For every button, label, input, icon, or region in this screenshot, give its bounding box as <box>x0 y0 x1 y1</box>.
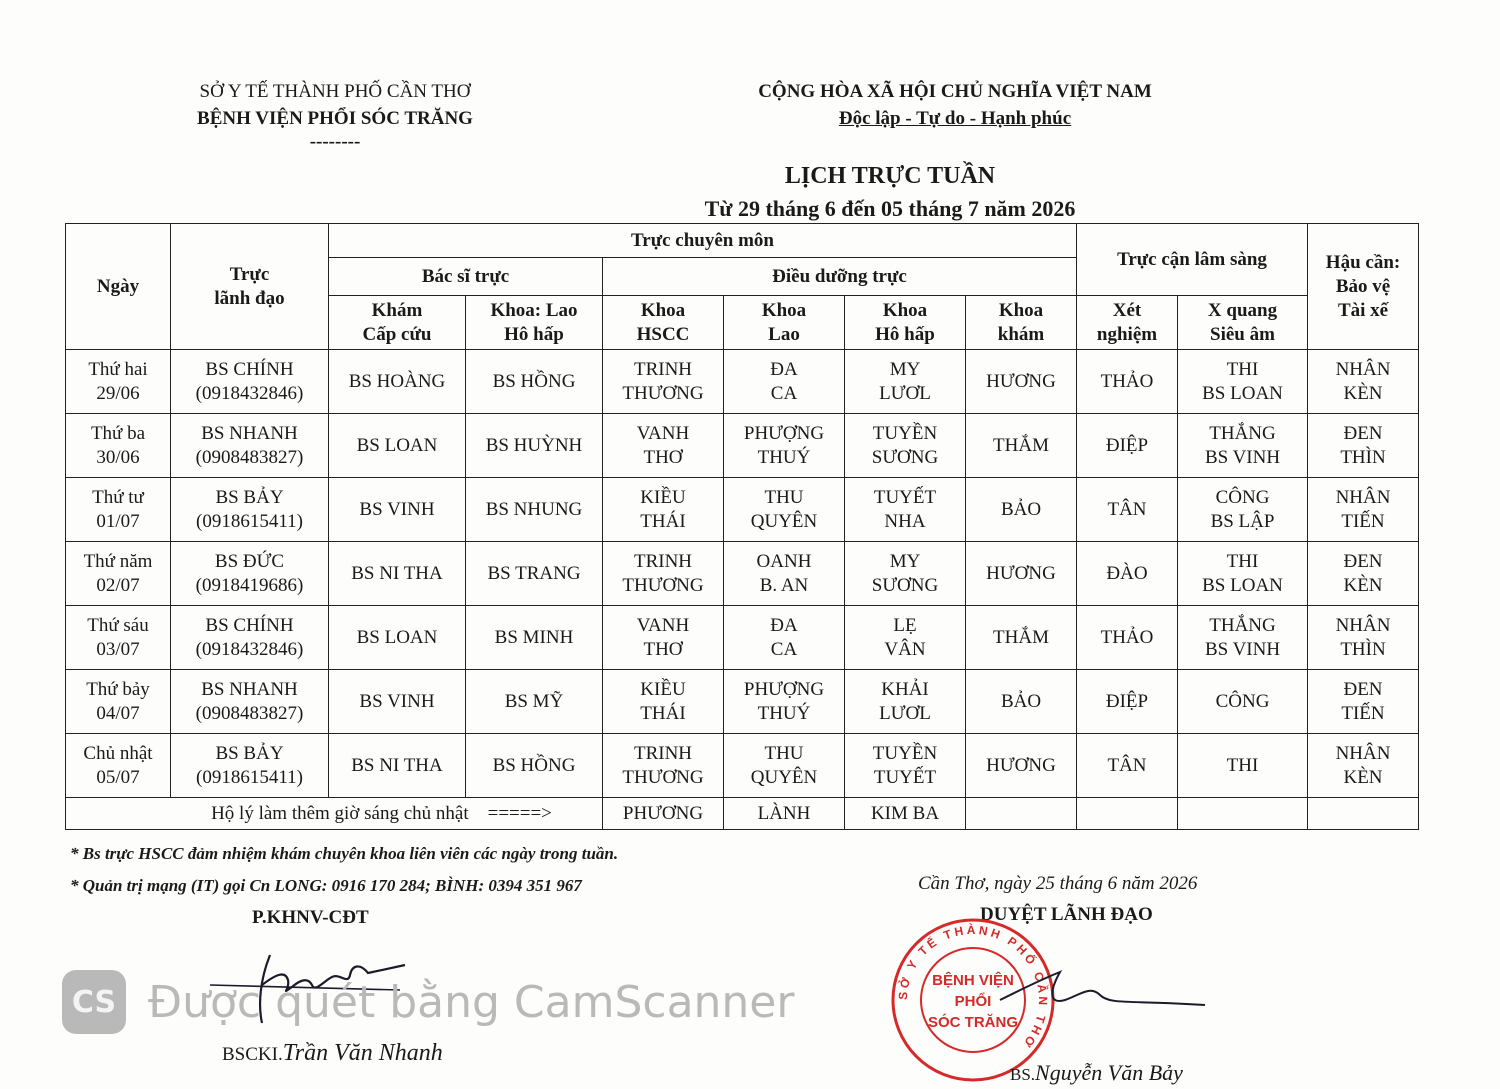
hscc-name-2: THƠ <box>643 638 683 660</box>
nation-line-1: CỘNG HÒA XÃ HỘI CHỦ NGHĨA VIỆT NAM <box>758 81 1152 102</box>
ho-hap-name-1: MY <box>889 550 921 572</box>
ho-hap-cell <box>845 414 966 478</box>
ho-hap-name-2: TUYẾT <box>873 766 937 788</box>
header-xet-nghiem-line2: nghiệm <box>1096 323 1158 345</box>
x-quang-name-1: CÔNG <box>1215 690 1270 712</box>
header-khoa-lao-ho-hap <box>466 296 603 350</box>
table-row <box>66 670 1419 734</box>
day-cell <box>66 478 171 542</box>
khoa-lao-ho-hap-cell: BS HỒNG <box>466 350 603 414</box>
lead-phone: (0918432846) <box>195 638 304 660</box>
hau-can-name-2: KÈN <box>1343 766 1383 788</box>
header-khoa-lao-ho-hap-line2: Hô hấp <box>504 323 564 345</box>
table-row <box>66 350 1419 414</box>
lao-name-1: PHƯỢNG <box>743 678 825 700</box>
hau-can-cell <box>1308 670 1419 734</box>
lead-phone: (0918419686) <box>195 574 304 596</box>
x-quang-cell <box>1178 734 1308 798</box>
day-cell <box>66 670 171 734</box>
lao-name-1: ĐA <box>770 614 798 636</box>
header-x-quang-line1: X quang <box>1207 299 1278 321</box>
lao-cell <box>724 670 845 734</box>
day-name: Thứ bảy <box>86 678 150 700</box>
x-quang-name-1: CÔNG <box>1215 486 1270 508</box>
header-xet-nghiem-line1: Xét <box>1112 299 1142 321</box>
khoa-lao-ho-hap-cell: BS MỸ <box>466 670 603 734</box>
duty-schedule-table <box>65 223 1419 830</box>
lao-name-1: ĐA <box>770 358 798 380</box>
header-kham-cap-cuu-line1: Khám <box>371 299 423 321</box>
day-date: 02/07 <box>96 574 140 596</box>
ho-hap-name-2: NHA <box>884 510 926 532</box>
header-khoa-kham <box>966 296 1077 350</box>
header-ngay: Ngày <box>66 224 171 350</box>
khoa-kham-cell: THẮM <box>966 606 1077 670</box>
hscc-name-1: KIỀU <box>640 486 686 508</box>
kham-cap-cuu-cell: BS LOAN <box>329 414 466 478</box>
hscc-name-1: VANH <box>636 614 690 636</box>
note-it-contact: * Quản trị mạng (IT) gọi Cn LONG: 0916 170 284; BÌNH: 0394 351 967 <box>70 876 582 895</box>
extra-duty-row <box>66 798 1419 830</box>
ho-hap-name-2: SƯƠNG <box>871 574 939 596</box>
header-truc-chuyen-mon: Trực chuyên môn <box>329 224 1077 258</box>
lao-name-2: THUÝ <box>757 446 811 468</box>
ho-hap-cell <box>845 606 966 670</box>
header-khoa-lao-line1: Khoa <box>761 299 807 321</box>
camscanner-watermark <box>62 970 794 1034</box>
header-kham-cap-cuu <box>329 296 466 350</box>
lao-cell <box>724 478 845 542</box>
ho-hap-cell <box>845 542 966 606</box>
day-cell <box>66 606 171 670</box>
header-bac-si-truc: Bác sĩ trực <box>329 258 603 296</box>
xet-nghiem-cell: TÂN <box>1077 734 1178 798</box>
lead-name: BS CHÍNH <box>205 614 294 636</box>
header-khoa-hscc-line1: Khoa <box>640 299 686 321</box>
hscc-cell <box>603 542 724 606</box>
lao-name-1: OANH <box>756 550 812 572</box>
note-hscc: * Bs trực HSCC đảm nhiệm khám chuyên khoa liên viên các ngày trong tuần. <box>70 844 619 863</box>
ho-hap-name-2: VÂN <box>884 638 926 660</box>
hscc-name-1: TRINH <box>633 550 693 572</box>
left-signer <box>222 1040 443 1067</box>
hscc-name-1: KIỀU <box>640 678 686 700</box>
xet-nghiem-cell: THẢO <box>1077 606 1178 670</box>
lao-name-1: THU <box>764 486 804 508</box>
x-quang-name-1: THI <box>1226 358 1259 380</box>
khoa-lao-ho-hap-cell: BS TRANG <box>466 542 603 606</box>
header-khoa-ho-hap-line1: Khoa <box>882 299 928 321</box>
stamp-line-2: PHỔI <box>954 993 992 1010</box>
kham-cap-cuu-cell: BS NI THA <box>329 542 466 606</box>
lao-name-2: CA <box>770 382 798 404</box>
day-name: Thứ tư <box>92 486 144 508</box>
hau-can-cell <box>1308 414 1419 478</box>
xet-nghiem-cell: TÂN <box>1077 478 1178 542</box>
day-name: Thứ sáu <box>87 614 149 636</box>
khoa-kham-cell: HƯƠNG <box>966 350 1077 414</box>
hau-can-cell <box>1308 606 1419 670</box>
x-quang-name-2: BS LẬP <box>1210 510 1275 532</box>
lao-name-2: CA <box>770 638 798 660</box>
lead-phone: (0918615411) <box>196 766 303 788</box>
ho-hap-name-1: KHẢI <box>881 678 929 700</box>
header-x-quang-line2: Siêu âm <box>1210 323 1275 345</box>
kham-cap-cuu-cell: BS HOÀNG <box>329 350 466 414</box>
extra-duty-label: Hộ lý làm thêm giờ sáng chủ nhật <box>211 802 469 824</box>
header-dieu-duong-truc: Điều dưỡng trực <box>603 258 1077 296</box>
extra-empty-cell <box>1178 798 1308 830</box>
day-cell <box>66 542 171 606</box>
khoa-lao-ho-hap-cell: BS HỒNG <box>466 734 603 798</box>
day-name: Chủ nhật <box>83 742 153 764</box>
x-quang-name-1: THI <box>1226 550 1259 572</box>
header-khoa-kham-line1: Khoa <box>998 299 1044 321</box>
lead-phone: (0908483827) <box>195 702 304 724</box>
lead-cell <box>171 414 329 478</box>
stamp-line-1: BỆNH VIỆN <box>932 972 1014 989</box>
organization-header <box>150 78 520 152</box>
hscc-cell <box>603 478 724 542</box>
x-quang-cell <box>1178 606 1308 670</box>
day-cell <box>66 350 171 414</box>
lead-name: BS NHANH <box>201 678 298 700</box>
extra-ho-hap-cell: KIM BA <box>845 798 966 830</box>
hscc-cell <box>603 734 724 798</box>
ho-hap-cell <box>845 734 966 798</box>
stamp-line-3: SÓC TRĂNG <box>928 1014 1018 1031</box>
hscc-cell <box>603 606 724 670</box>
lead-name: BS NHANH <box>201 422 298 444</box>
header-truc-lanh-dao <box>171 224 329 350</box>
day-date: 29/06 <box>96 382 140 404</box>
hscc-name-2: THƠ <box>643 446 683 468</box>
table-row <box>66 734 1419 798</box>
khoa-kham-cell: HƯƠNG <box>966 734 1077 798</box>
header-xet-nghiem <box>1077 296 1178 350</box>
hscc-name-2: THƯƠNG <box>622 766 704 788</box>
hau-can-name-1: ĐEN <box>1343 678 1383 700</box>
table-row <box>66 478 1419 542</box>
hau-can-cell <box>1308 542 1419 606</box>
header-truc-lanh-dao-line2: lãnh đạo <box>214 287 285 309</box>
xet-nghiem-cell: THẢO <box>1077 350 1178 414</box>
ho-hap-cell <box>845 478 966 542</box>
lao-name-2: QUYÊN <box>750 766 818 788</box>
xet-nghiem-cell: ĐIỆP <box>1077 414 1178 478</box>
day-date: 01/07 <box>96 510 140 532</box>
ho-hap-cell <box>845 350 966 414</box>
table-row <box>66 606 1419 670</box>
camscanner-logo-icon: CS <box>62 970 126 1034</box>
left-department: P.KHNV-CĐT <box>252 907 369 928</box>
lao-name-2: B. AN <box>759 574 809 596</box>
x-quang-cell <box>1178 670 1308 734</box>
lead-phone: (0918615411) <box>196 510 303 532</box>
lao-cell <box>724 734 845 798</box>
hau-can-name-2: KÈN <box>1343 382 1383 404</box>
header-khoa-lao-line2: Lao <box>768 323 800 345</box>
approval-title: DUYỆT LÃNH ĐẠO <box>980 904 1153 925</box>
khoa-kham-cell: BẢO <box>966 478 1077 542</box>
day-name: Thứ ba <box>90 422 146 444</box>
hau-can-name-2: THÌN <box>1340 638 1386 660</box>
org-line-2: BỆNH VIỆN PHỔI SÓC TRĂNG <box>197 108 473 129</box>
hau-can-name-2: KÈN <box>1343 574 1383 596</box>
extra-empty-cell <box>1077 798 1178 830</box>
hscc-name-1: VANH <box>636 422 690 444</box>
hau-can-cell <box>1308 734 1419 798</box>
kham-cap-cuu-cell: BS VINH <box>329 478 466 542</box>
hau-can-name-1: NHÂN <box>1335 742 1391 764</box>
x-quang-name-2: BS VINH <box>1204 446 1281 468</box>
left-signer-prefix: BSCKI. <box>222 1044 283 1065</box>
x-quang-name-2: BS VINH <box>1204 638 1281 660</box>
header-hau-can-line2: Bảo vệ <box>1335 275 1391 297</box>
nation-header <box>700 78 1210 132</box>
hau-can-name-1: ĐEN <box>1343 422 1383 444</box>
header-truc-can-lam-sang: Trực cận lâm sàng <box>1077 224 1308 296</box>
hau-can-name-1: NHÂN <box>1335 358 1391 380</box>
camscanner-text: Được quét bằng CamScanner <box>148 976 795 1028</box>
org-line-1: SỞ Y TẾ THÀNH PHỐ CẦN THƠ <box>199 81 471 102</box>
extra-hscc-cell: PHƯƠNG <box>603 798 724 830</box>
day-cell <box>66 414 171 478</box>
hscc-name-1: TRINH <box>633 358 693 380</box>
header-khoa-ho-hap <box>845 296 966 350</box>
lao-name-1: PHƯỢNG <box>743 422 825 444</box>
extra-duty-label-cell <box>66 798 603 830</box>
xet-nghiem-cell: ĐÀO <box>1077 542 1178 606</box>
header-khoa-ho-hap-line2: Hô hấp <box>875 323 935 345</box>
table-row <box>66 542 1419 606</box>
ho-hap-name-2: SƯƠNG <box>871 446 939 468</box>
lead-phone: (0918432846) <box>195 382 304 404</box>
hscc-name-1: TRINH <box>633 742 693 764</box>
right-signer-name: Nguyễn Văn Bảy <box>1035 1060 1183 1085</box>
day-date: 04/07 <box>96 702 140 724</box>
header-khoa-kham-line2: khám <box>997 323 1045 345</box>
khoa-kham-cell: BẢO <box>966 670 1077 734</box>
ho-hap-name-1: TUYỀN <box>872 422 938 444</box>
kham-cap-cuu-cell: BS LOAN <box>329 606 466 670</box>
hscc-name-2: THƯƠNG <box>622 574 704 596</box>
hscc-cell <box>603 670 724 734</box>
hscc-cell <box>603 414 724 478</box>
extra-empty-cell <box>966 798 1077 830</box>
lao-cell <box>724 542 845 606</box>
hau-can-name-1: ĐEN <box>1343 550 1383 572</box>
hscc-name-2: THƯƠNG <box>622 382 704 404</box>
lead-name: BS CHÍNH <box>205 358 294 380</box>
extra-duty-arrow: =====> <box>487 802 552 824</box>
kham-cap-cuu-cell: BS NI THA <box>329 734 466 798</box>
header-hau-can <box>1308 224 1419 350</box>
khoa-lao-ho-hap-cell: BS HUỲNH <box>466 414 603 478</box>
header-truc-lanh-dao-line1: Trực <box>229 263 270 285</box>
hau-can-name-1: NHÂN <box>1335 486 1391 508</box>
lead-cell <box>171 606 329 670</box>
ho-hap-name-1: TUYẾT <box>873 486 937 508</box>
khoa-lao-ho-hap-cell: BS MINH <box>466 606 603 670</box>
table-row <box>66 414 1419 478</box>
hscc-cell <box>603 350 724 414</box>
hau-can-name-2: TIẾN <box>1341 702 1385 724</box>
hau-can-name-2: THÌN <box>1340 446 1386 468</box>
lead-cell <box>171 734 329 798</box>
ho-hap-name-1: MY <box>889 358 921 380</box>
lao-name-1: THU <box>764 742 804 764</box>
lead-cell <box>171 350 329 414</box>
x-quang-name-2: BS LOAN <box>1202 574 1283 596</box>
lao-cell <box>724 414 845 478</box>
kham-cap-cuu-cell: BS VINH <box>329 670 466 734</box>
hscc-name-2: THÁI <box>640 510 686 532</box>
day-date: 30/06 <box>96 446 140 468</box>
header-hau-can-line1: Hậu cần: <box>1325 251 1401 273</box>
lead-cell <box>171 478 329 542</box>
ho-hap-name-1: LẸ <box>893 614 917 636</box>
lead-name: BS ĐỨC <box>214 550 285 572</box>
right-signer <box>1010 1060 1183 1086</box>
header-hau-can-line3: Tài xế <box>1337 299 1389 321</box>
lao-cell <box>724 606 845 670</box>
day-name: Thứ năm <box>83 550 153 572</box>
right-signer-prefix: BS. <box>1010 1065 1036 1084</box>
x-quang-name-1: THẮNG <box>1209 614 1276 636</box>
hau-can-name-2: TIẾN <box>1341 510 1385 532</box>
ho-hap-name-1: TUYỀN <box>872 742 938 764</box>
lead-cell <box>171 542 329 606</box>
day-cell <box>66 734 171 798</box>
lead-name: BS BẢY <box>215 742 284 764</box>
header-x-quang-sieu-am <box>1178 296 1308 350</box>
document-title: LỊCH TRỰC TUẦN <box>784 163 996 189</box>
day-date: 03/07 <box>96 638 140 660</box>
right-signature-icon <box>990 960 1210 1030</box>
hau-can-cell <box>1308 478 1419 542</box>
day-name: Thứ hai <box>88 358 148 380</box>
lao-name-2: THUÝ <box>757 702 811 724</box>
khoa-lao-ho-hap-cell: BS NHUNG <box>466 478 603 542</box>
x-quang-cell <box>1178 478 1308 542</box>
lead-name: BS BẢY <box>215 486 284 508</box>
lead-cell <box>171 670 329 734</box>
x-quang-name-1: THẮNG <box>1209 422 1276 444</box>
place-date: Cần Thơ, ngày 25 tháng 6 năm 2026 <box>918 873 1198 894</box>
hau-can-name-1: NHÂN <box>1335 614 1391 636</box>
header-khoa-lao-ho-hap-line1: Khoa: Lao <box>490 299 578 321</box>
x-quang-cell <box>1178 542 1308 606</box>
x-quang-cell <box>1178 414 1308 478</box>
header-khoa-lao <box>724 296 845 350</box>
ho-hap-name-2: LƯƠL <box>879 382 931 404</box>
left-signer-name: Trần Văn Nhanh <box>282 1040 443 1066</box>
stamp-ring-text: SỞ Y TẾ THÀNH PHỐ CẦN THƠ <box>895 922 1051 1052</box>
xet-nghiem-cell: ĐIỆP <box>1077 670 1178 734</box>
x-quang-cell <box>1178 350 1308 414</box>
lao-cell <box>724 350 845 414</box>
day-date: 05/07 <box>96 766 140 788</box>
khoa-kham-cell: THẮM <box>966 414 1077 478</box>
hau-can-cell <box>1308 350 1419 414</box>
x-quang-name-2: BS LOAN <box>1202 382 1283 404</box>
header-kham-cap-cuu-line2: Cấp cứu <box>362 323 432 345</box>
khoa-kham-cell: HƯƠNG <box>966 542 1077 606</box>
extra-empty-cell <box>1308 798 1419 830</box>
org-dashes: -------- <box>309 131 361 152</box>
nation-motto: Độc lập - Tự do - Hạnh phúc <box>838 108 1072 129</box>
extra-lao-cell: LÀNH <box>724 798 845 830</box>
ho-hap-cell <box>845 670 966 734</box>
header-khoa-hscc <box>603 296 724 350</box>
ho-hap-name-2: LƯƠL <box>879 702 931 724</box>
document-subtitle: Từ 29 tháng 6 đến 05 tháng 7 năm 2026 <box>704 196 1076 221</box>
lao-name-2: QUYÊN <box>750 510 818 532</box>
x-quang-name-1: THI <box>1226 754 1259 776</box>
lead-phone: (0908483827) <box>195 446 304 468</box>
header-khoa-hscc-line2: HSCC <box>636 323 690 345</box>
hscc-name-2: THÁI <box>640 702 686 724</box>
